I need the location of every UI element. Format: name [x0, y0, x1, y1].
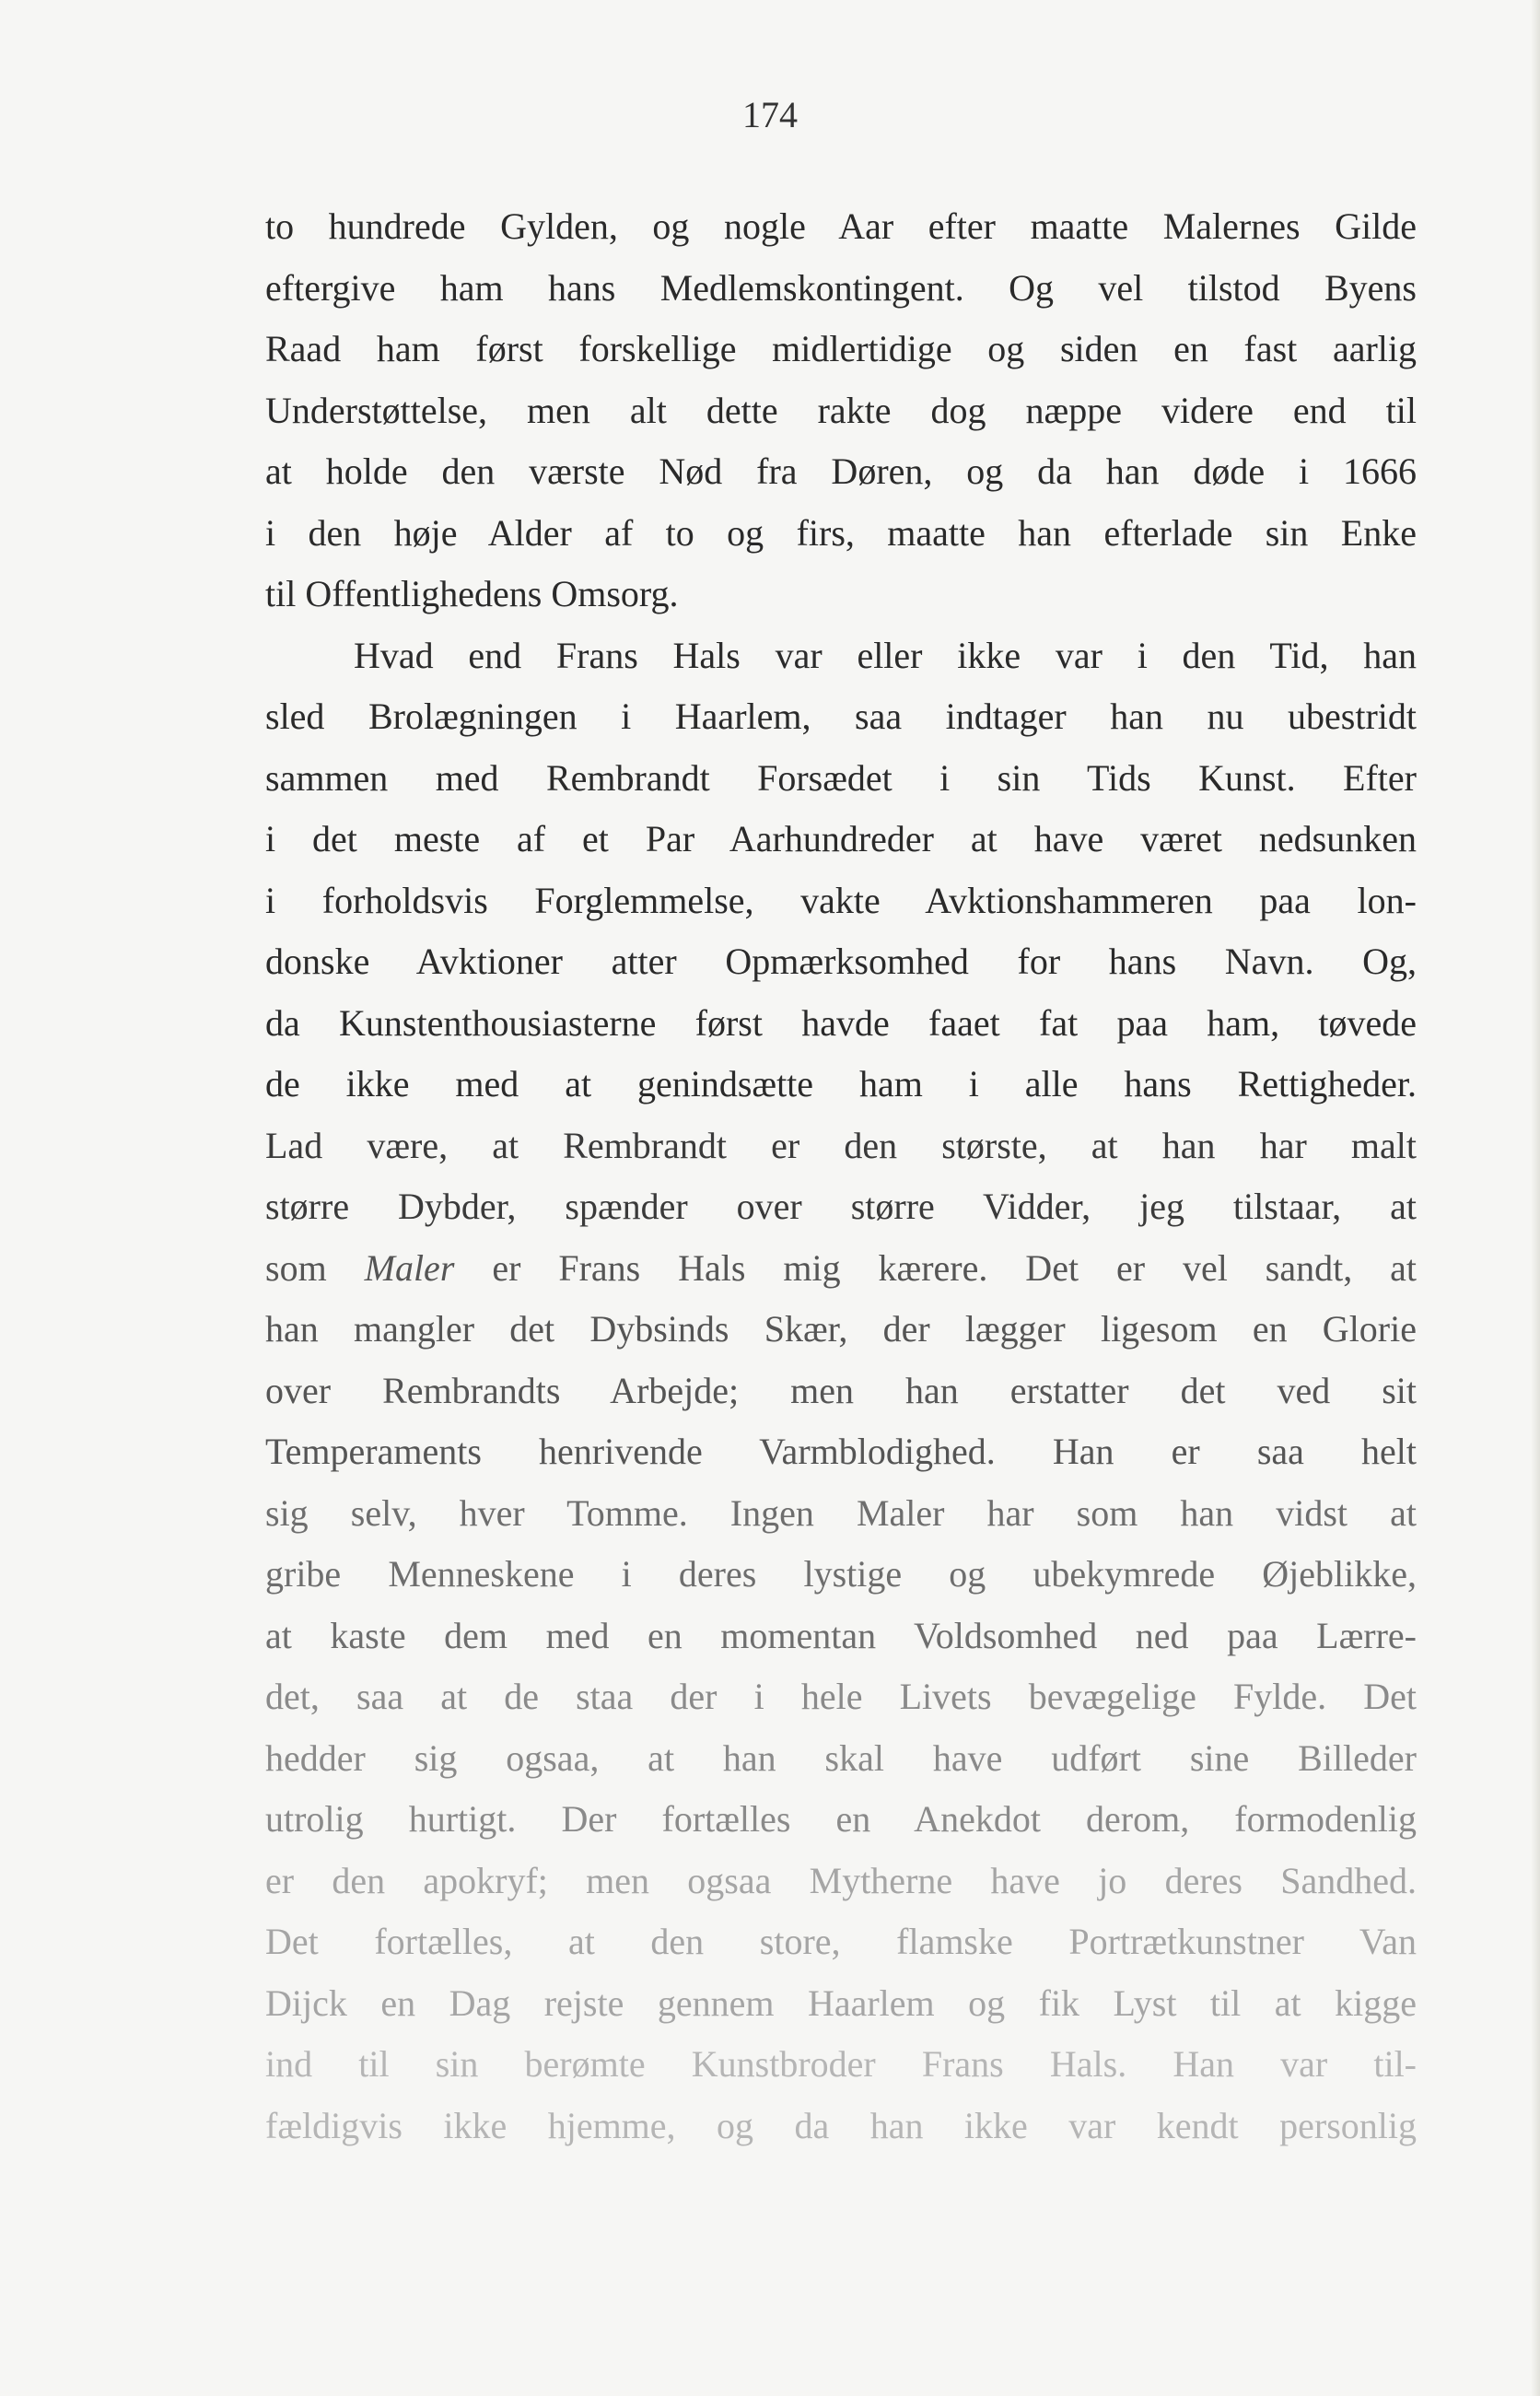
- text-line-26: hedder sig ogsaa, at han skal have udført sine Billeder: [265, 1736, 1417, 1779]
- text-line-19: han mangler det Dybsinds Skær, der lægger ligesom en Glorie: [265, 1308, 1417, 1350]
- text-line-6: i den høje Alder af to og firs, maatte han efterlade sin Enke: [265, 511, 1417, 554]
- text-line-27: utrolig hurtigt. Der fortælles en Anekdot derom, formodenlig: [265, 1798, 1417, 1840]
- text-line-31: ind til sin berømte Kunstbroder Frans Hals. Han var til-: [265, 2043, 1417, 2085]
- text-line-18: [265, 1238, 1417, 1300]
- text-line-21: Temperaments henrivende Varmblodighed. Han er saa helt: [265, 1431, 1417, 1472]
- text-line-2: eftergive ham hans Medlemskontingent. Og vel tilstod Byens: [265, 266, 1417, 309]
- text-line-24: at kaste dem med en momentan Voldsomhed ned paa Lærre-: [265, 1614, 1417, 1656]
- text-line-9: sled Brolægningen i Haarlem, saa indtager han nu ubestridt: [265, 695, 1417, 737]
- scan-edge-shadow: [1531, 0, 1540, 2396]
- text-line-13: donske Avktioner atter Opmærksomhed for hans Navn. Og,: [265, 941, 1417, 982]
- text-line-16: Lad være, at Rembrandt er den største, at han har malt: [265, 1124, 1417, 1166]
- text-line-12: i forholdsvis Forglemmelse, vakte Avktionshammeren paa lon-: [265, 879, 1417, 921]
- text-line-32: fældigvis ikke hjemme, og da han ikke var kendt personlig: [265, 2104, 1417, 2146]
- body-text: [265, 196, 1417, 2156]
- text-line-3: Raad ham først forskellige midlertidige og siden en fast aarlig: [265, 328, 1417, 369]
- text-line-7: til Offentlighedens Omsorg.: [265, 573, 679, 614]
- text-line-1: to hundrede Gylden, og nogle Aar efter maatte Malernes Gilde: [265, 205, 1417, 247]
- text-line-23: gribe Menneskene i deres lystige og ubekymrede Øjeblikke,: [265, 1553, 1417, 1595]
- text-line-20: over Rembrandts Arbejde; men han erstatter det ved sit: [265, 1369, 1417, 1411]
- text-line-5: at holde den værste Nød fra Døren, og da han døde i 1666: [265, 450, 1417, 492]
- text-line-17: større Dybder, spænder over større Vidder, jeg tilstaar, at: [265, 1186, 1417, 1227]
- text-line-15: de ikke med at genindsætte ham i alle hans Rettigheder.: [265, 1063, 1417, 1104]
- text-line-4: Understøttelse, men alt dette rakte dog næppe videre end til: [265, 389, 1417, 431]
- text-line-11: i det meste af et Par Aarhundreder at have været nedsunken: [265, 818, 1417, 859]
- text-line-10: sammen med Rembrandt Forsædet i sin Tids Kunst. Efter: [265, 756, 1417, 799]
- text-line-28: er den apokryf; men ogsaa Mytherne have jo deres Sandhed.: [265, 1859, 1417, 1901]
- text-line-22: sig selv, hver Tomme. Ingen Maler har som han vidst at: [265, 1491, 1417, 1534]
- text-line-30: Dijck en Dag rejste gennem Haarlem og fik Lyst til at kigge: [265, 1981, 1417, 2024]
- text-line-8: Hvad end Frans Hals var eller ikke var i den Tid, han: [354, 634, 1417, 676]
- text-line-29: Det fortælles, at den store, flamske Portrætkunstner Van: [265, 1921, 1417, 1962]
- emphasized-word: Maler: [364, 1246, 455, 1289]
- text-fragment: er Frans Hals mig kærere. Det er vel sandt, at: [492, 1246, 1417, 1289]
- text-line-14: da Kunstenthousiasterne først havde faaet fat paa ham, tøvede: [265, 1001, 1417, 1044]
- text-line-25: det, saa at de staa der i hele Livets bevægelige Fylde. Det: [265, 1676, 1417, 1717]
- page-number: 174: [742, 94, 798, 135]
- text-fragment: som: [265, 1246, 327, 1289]
